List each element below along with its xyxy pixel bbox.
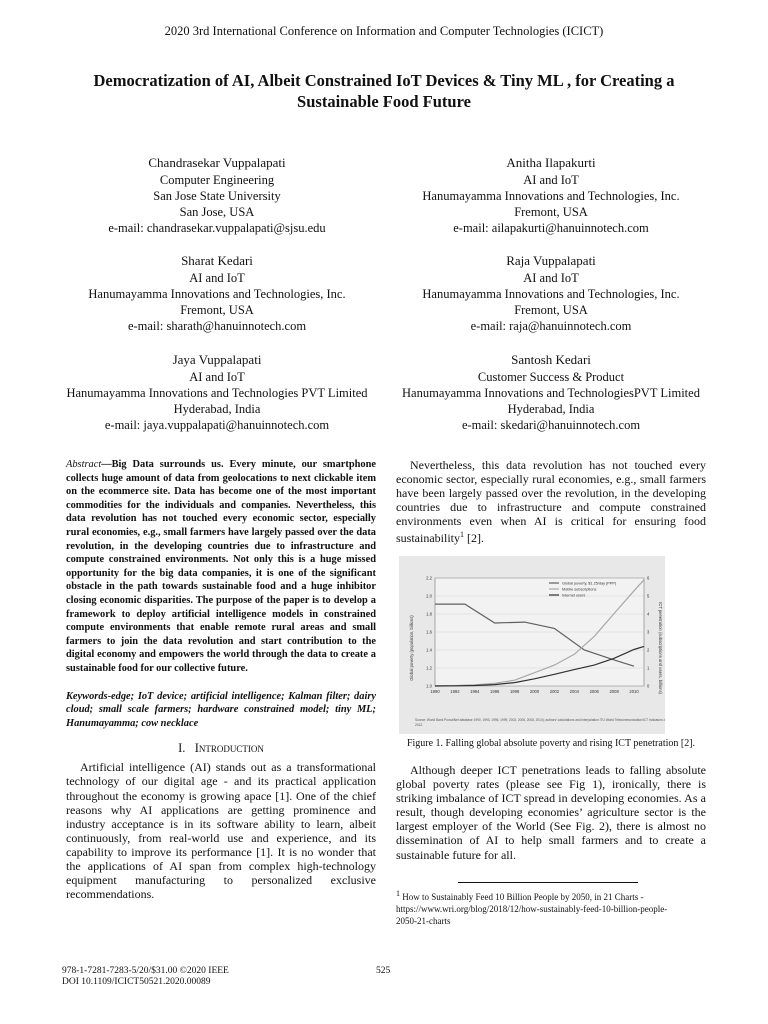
- right-column-lower: [396, 763, 706, 862]
- y-right-tick-label: 6: [647, 575, 650, 581]
- author-dept: Customer Success & Product: [477, 370, 625, 384]
- footnote-separator: [458, 882, 638, 883]
- author-location: Hyderabad, India: [507, 402, 595, 416]
- author-org: Hanumayamma Innovations and Technologies, Inc.: [422, 189, 680, 203]
- author-email: e-mail: ailapakurti@hanuinnotech.com: [453, 221, 649, 235]
- author-name: Santosh Kedari: [511, 352, 591, 367]
- y-left-tick-label: 1.6: [426, 629, 432, 635]
- author-dept: Computer Engineering: [159, 173, 275, 187]
- paper-title-line-2: Sustainable Food Future: [297, 92, 471, 111]
- x-tick-label: 1996: [490, 689, 500, 694]
- x-tick-label: 2010: [629, 689, 639, 694]
- y-left-tick-label: 1.2: [426, 665, 432, 671]
- conference-header: 2020 3rd International Conference on Information and Computer Technologies (ICICT): [164, 24, 604, 38]
- author-email: e-mail: sharath@hanuinnotech.com: [127, 319, 307, 333]
- paragraph-cite: [2].: [464, 531, 484, 546]
- author-location: San Jose, USA: [179, 205, 255, 219]
- footer-isbn: 978-1-7281-7283-5/20/$31.00 ©2020 IEEE: [62, 966, 229, 976]
- footnote-text: [396, 888, 706, 903]
- figure-source-line-1: Source: World Bank PovcalNet database 1990, 1993, 1996, 1999, 2002, 2005, 2008, 2010); authors' calculations and interpolation ITU World Telecommunication/ICT Indicators database, June: [415, 718, 665, 722]
- figure-1-caption: Figure 1. Falling global absolute poverty and rising ICT penetration [2].: [406, 738, 696, 749]
- footnote-title: How to Sustainably Feed 10 Billion People by 2050, in 21 Charts -: [400, 892, 644, 902]
- y-right-tick-label: 5: [647, 593, 650, 599]
- y-right-tick-label: 2: [647, 647, 650, 653]
- author-name: Sharat Kedari: [181, 253, 253, 268]
- footnote-ref: 1: [460, 530, 464, 540]
- legend-entry: Mobile subscriptions: [562, 587, 597, 592]
- y-left-tick-label: 1.0: [426, 683, 432, 689]
- footer-ids: [62, 966, 229, 988]
- author-block-5: [47, 352, 387, 433]
- y-right-tick-label: 4: [647, 611, 650, 617]
- author-block-4: [381, 253, 721, 334]
- x-tick-label: 1990: [430, 689, 440, 694]
- y-axis-right-label: ICT penetration (subscriptions and users, billions): [658, 602, 663, 694]
- author-name: Raja Vuppalapati: [506, 253, 596, 268]
- footer-doi: DOI 10.1109/ICICT50521.2020.00089: [62, 977, 211, 987]
- author-email: e-mail: skedari@hanuinnotech.com: [461, 418, 641, 432]
- y-right-tick-label: 1: [647, 665, 650, 671]
- x-tick-label: 1994: [470, 689, 480, 694]
- legend-entry: Global poverty, $1.25/day (PPP): [562, 581, 617, 586]
- y-left-tick-label: 1.8: [426, 611, 432, 617]
- footnote-number: 1: [396, 889, 400, 898]
- body-paragraph-1: [396, 458, 706, 546]
- author-location: Fremont, USA: [180, 303, 254, 317]
- author-name: Jaya Vuppalapati: [172, 352, 262, 367]
- x-tick-label: 2006: [589, 689, 599, 694]
- author-dept: AI and IoT: [523, 173, 579, 187]
- x-tick-label: 2004: [569, 689, 579, 694]
- page-number: 525: [376, 966, 391, 976]
- author-block-3: [47, 253, 387, 334]
- figure-1-chart: [399, 556, 665, 734]
- body-paragraph-2: Although deeper ICT penetrations leads to falling absolute global poverty rates (please see Fig 1), ironically, there is striking imbalance of ICT spread in developing economies. As a result, though developing economies’ agriculture sector is the largest employer of the World (See Fig. 2), there is almost no dissemination of AI to help small farmers and to create a sustainable future for all.: [396, 763, 706, 862]
- author-name: Anitha Ilapakurti: [506, 155, 596, 170]
- author-block-2: [381, 155, 721, 236]
- author-location: Fremont, USA: [514, 303, 588, 317]
- author-org: San Jose State University: [153, 189, 281, 203]
- abstract-text: Big Data surrounds us. Every minute, our smartphone collects huge amount of data from geolocations to next clickable item on the ecommerce site. Data has become one of the most important commodities for the individuals and companies. Nevertheless, this data revolution has not touched every economic sector, especially rural economies, e.g., small farmers have largely passed over the data revolution, in the developing countries due to infrastructure and compute constrained environments. Not only this is a huge missed opportunity for the big data companies, it is one of the significant obstacle in the path towards sustainable food and a huge inhibitor closing economic disparities. The purpose of the paper is to develop a framework to deploy artificial intelligence models in constrained compute environments that enable remote rural areas and small farmers to join the data revolution and start contribution to the digital economy and empowers the world through the data to create a sustainable food for our collective future.: [66, 459, 376, 674]
- author-dept: AI and IoT: [189, 370, 245, 384]
- author-email: e-mail: chandrasekar.vuppalapati@sjsu.edu: [108, 221, 326, 235]
- paper-title-line-1: Democratization of AI, Albeit Constrained IoT Devices & Tiny ML , for Creating a: [93, 71, 675, 90]
- y-left-tick-label: 2.0: [426, 593, 432, 599]
- left-column: [66, 458, 376, 901]
- footnote-url-line-2[interactable]: 2050-21-charts: [396, 916, 451, 926]
- x-tick-label: 1998: [509, 689, 520, 694]
- author-name: Chandrasekar Vuppalapati: [148, 155, 286, 170]
- x-tick-label: 2002: [549, 689, 560, 694]
- x-tick-label: 2008: [609, 689, 619, 694]
- y-left-tick-label: 1.4: [426, 647, 432, 653]
- author-org: Hanumayamma Innovations and Technologies, Inc.: [422, 287, 680, 301]
- x-tick-label: 1992: [450, 689, 460, 694]
- author-location: Fremont, USA: [514, 205, 588, 219]
- footnote: [396, 888, 706, 927]
- section-heading: [66, 741, 376, 755]
- author-dept: AI and IoT: [189, 271, 245, 285]
- y-right-tick-label: 3: [647, 629, 650, 635]
- figure-1-image: [399, 556, 665, 734]
- keywords: Keywords-edge; IoT device; artificial intelligence; Kalman filter; dairy cloud; small scale farmers; hardware constrained model; tiny ML; Hanumayamma; cow necklace: [66, 690, 376, 729]
- author-org: Hanumayamma Innovations and Technologies PVT Limited: [66, 386, 368, 400]
- figure-source-line-2: 2012.: [415, 723, 423, 727]
- author-location: Hyderabad, India: [173, 402, 261, 416]
- author-email: e-mail: jaya.vuppalapati@hanuinnotech.com: [104, 418, 330, 432]
- author-org: Hanumayamma Innovations and Technologies, Inc.: [88, 287, 346, 301]
- paper-title: [40, 70, 728, 112]
- author-block-6: [381, 352, 721, 433]
- section-number: I.: [178, 741, 186, 756]
- abstract: [66, 458, 376, 676]
- right-column: [396, 458, 706, 546]
- x-tick-label: 2000: [529, 689, 540, 694]
- y-left-tick-label: 2.2: [426, 575, 432, 581]
- paragraph-text: Nevertheless, this data revolution has not touched every economic sector, especially rural economies, e.g., small farmers have been largely passed over the revolution, in the developing countries due to infrastructure and compute constrained environments even when AI is critical for ensuring food sustainability: [396, 458, 706, 546]
- author-block-1: [47, 155, 387, 236]
- intro-paragraph-1: Artificial intelligence (AI) stands out as a transformational technology of our digital age - and its practical application throughout the economy is growing apace [1]. One of the chief reasons why AI applications are getting prominence and industry acceptance is in its software ability to learn, albeit continuously, from real-world use and experience, and its capability to improve its performance [1]. It is no wonder that the applications of AI span from complex high-technology equipment manufacturing to personalized exclusive recommendations.: [66, 760, 376, 902]
- author-org: Hanumayamma Innovations and TechnologiesPVT Limited: [402, 386, 700, 400]
- author-dept: AI and IoT: [523, 271, 579, 285]
- abstract-label: Abstract: [66, 459, 102, 470]
- author-email: e-mail: raja@hanuinnotech.com: [470, 319, 632, 333]
- y-axis-left-label: Global poverty (population, billions): [409, 615, 414, 681]
- legend-entry: Internet users: [562, 593, 586, 598]
- abstract-dash: —: [101, 459, 112, 470]
- section-title: Introduction: [194, 741, 264, 756]
- footnote-url-line-1[interactable]: https://www.wri.org/blog/2018/12/how-sustainably-feed-10-billion-people-: [396, 904, 668, 914]
- y-right-tick-label: 0: [647, 683, 650, 689]
